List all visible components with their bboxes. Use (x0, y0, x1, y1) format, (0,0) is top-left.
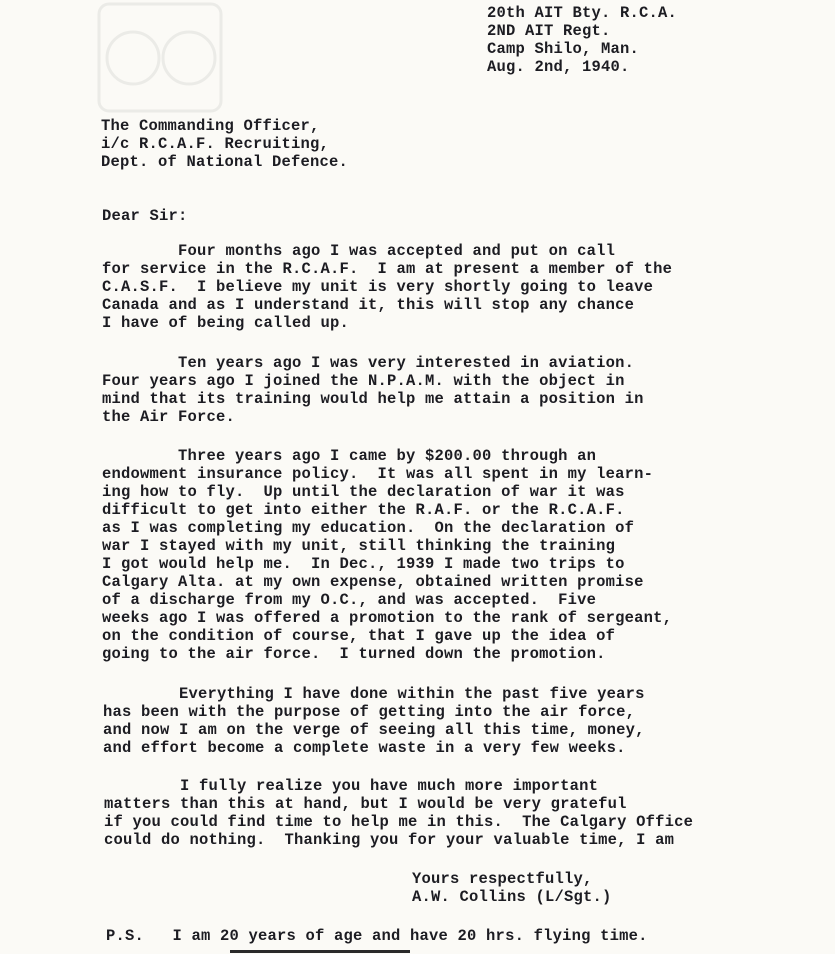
body-line: difficult to get into either the R.A.F. or the R.C.A.F. (102, 501, 625, 519)
sender-address-line: 2ND AIT Regt. (487, 22, 611, 40)
body-line: for service in the R.C.A.F. I am at present a member of the (102, 260, 673, 278)
postscript: P.S. I am 20 years of age and have 20 hrs. flying time. (106, 927, 648, 945)
body-line: mind that its training would help me attain a position in (102, 390, 644, 408)
paragraph-3 (102, 447, 672, 663)
body-line: Four years ago I joined the N.P.A.M. with the object in (102, 372, 625, 390)
body-line: C.A.S.F. I believe my unit is very shortly going to leave (102, 278, 654, 296)
body-line: Four months ago I was accepted and put on call (102, 242, 616, 260)
paragraph-5 (104, 777, 693, 849)
body-line: Three years ago I came by $200.00 through an (102, 447, 597, 465)
body-line: Canada and as I understand it, this will stop any chance (102, 296, 635, 314)
body-line: Ten years ago I was very interested in aviation. (102, 354, 635, 372)
complimentary-close: Yours respectfully, (412, 870, 593, 888)
paragraph-4 (103, 685, 645, 757)
paragraph-2 (102, 354, 644, 426)
body-line: the Air Force. (102, 408, 236, 426)
faded-stamp-watermark (95, 0, 225, 115)
body-line: of a discharge from my O.C., and was accepted. Five (102, 591, 597, 609)
body-line: I fully realize you have much more important (104, 777, 599, 795)
body-line: if you could find time to help me in this. The Calgary Office (104, 813, 694, 831)
body-line: matters than this at hand, but I would be very grateful (104, 795, 627, 813)
body-line: going to the air force. I turned down the promotion. (102, 645, 606, 663)
sender-address-line: Camp Shilo, Man. (487, 40, 640, 58)
body-line: I have of being called up. (102, 314, 350, 332)
body-line: weeks ago I was offered a promotion to the rank of sergeant, (102, 609, 673, 627)
closing (412, 870, 612, 906)
body-line: and now I am on the verge of seeing all this time, money, (103, 721, 645, 739)
recipient-line: i/c R.C.A.F. Recruiting, (101, 135, 330, 153)
recipient-line: Dept. of National Defence. (101, 153, 349, 171)
body-line: ing how to fly. Up until the declaration of war it was (102, 483, 625, 501)
body-line: as I was completing my education. On the declaration of (102, 519, 635, 537)
sender-address (487, 4, 677, 76)
body-line: war I stayed with my unit, still thinking the training (102, 537, 616, 555)
salutation: Dear Sir: (102, 207, 188, 225)
body-line: Everything I have done within the past five years (103, 685, 645, 703)
body-line: on the condition of course, that I gave up the idea of (102, 627, 616, 645)
body-line: I got would help me. In Dec., 1939 I made two trips to (102, 555, 625, 573)
paragraph-1 (102, 242, 672, 332)
sender-address-line: 20th AIT Bty. R.C.A. (487, 4, 678, 22)
signature-name: A.W. Collins (L/Sgt.) (412, 888, 612, 906)
body-line: and effort become a complete waste in a very few weeks. (103, 739, 626, 757)
body-line: Calgary Alta. at my own expense, obtained written promise (102, 573, 644, 591)
body-line: has been with the purpose of getting into the air force, (103, 703, 636, 721)
letter-date: Aug. 2nd, 1940. (487, 58, 630, 76)
recipient-line: The Commanding Officer, (101, 117, 320, 135)
body-line: endowment insurance policy. It was all spent in my learn- (102, 465, 654, 483)
body-line: could do nothing. Thanking you for your valuable time, I am (104, 831, 675, 849)
recipient-address (101, 117, 348, 171)
page-edge-rule (230, 950, 410, 953)
